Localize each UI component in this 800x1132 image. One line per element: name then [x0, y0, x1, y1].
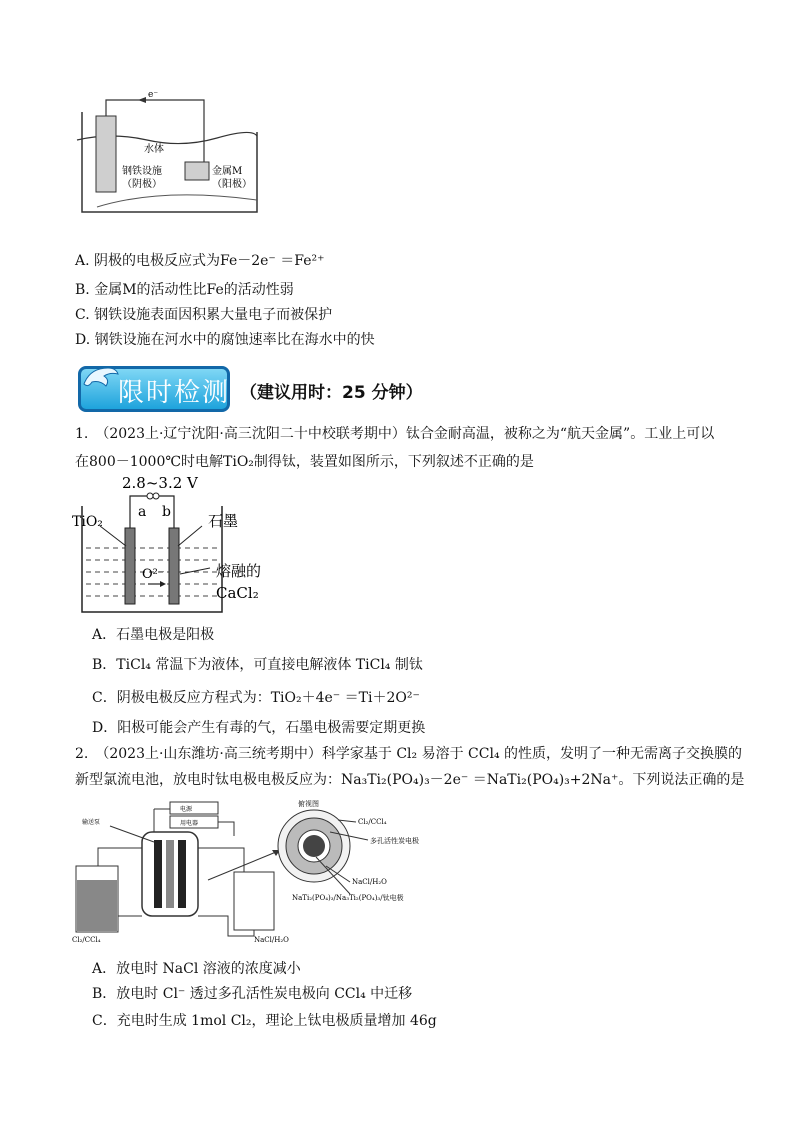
q1-option-b: B．TiCl₄ 常温下为液体，可直接电解液体 TiCl₄ 制钛 [92, 657, 423, 673]
metal-label-2: （阳极） [212, 179, 252, 190]
q2-stem-line-1: 2. （2023上·山东潍坊·高三统考期中）科学家基于 Cl₂ 易溶于 CCl₄ 的性质，发明了一种无需离子交换膜的 [75, 746, 743, 762]
banner-title: 限时检测 [118, 378, 231, 408]
water-label: 水体 [144, 144, 164, 155]
cathodic-protection-figure [72, 92, 262, 217]
prev-option-c: C. 钢铁设施表面因积累大量电子而被保护 [75, 307, 333, 323]
top-view-label: 俯视图 [298, 800, 319, 808]
pump-label: 输送泵 [82, 819, 101, 826]
q1-stem-line-2: 在800－1000℃时电解TiO₂制得钛，装置如图所示，下列叙述不正确的是 [75, 454, 534, 470]
legend-carbon-label: 多孔活性炭电极 [370, 837, 419, 845]
q1-stem-line-1: 1. （2023上·辽宁沈阳·高三沈阳二十中校联考期中）钛合金耐高温，被称之为“航天金属”。工业上可以 [75, 426, 715, 442]
prev-option-a: A. 阴极的电极反应式为Fe－2e⁻ ＝Fe²⁺ [75, 253, 325, 269]
right-tank-label: NaCl/H₂O [254, 936, 289, 944]
voltage-label: 2.8~3.2 V [122, 476, 198, 492]
legend-cl2-label: Cl₂/CCl₄ [358, 818, 387, 826]
q2-stem-line-2: 新型氯流电池，放电时钛电极电极反应为：Na₃Ti₂(PO₄)₃－2e⁻ ＝NaTi₂(PO₄)₃+2Na⁺。下列说法正确的是 [75, 772, 745, 788]
dolphin-icon [80, 362, 120, 396]
legend-nacl-label: NaCl/H₂O [352, 878, 387, 886]
terminal-a-label: a [138, 504, 147, 520]
legend-ti-label: NaTi₂(PO₄)₃/Na₃Ti₂(PO₄)₃/钛电极 [292, 894, 404, 902]
molten-label-1: 熔融的 [216, 562, 262, 580]
q2-option-b: B．放电时 Cl⁻ 透过多孔活性炭电极向 CCl₄ 中迁移 [92, 986, 413, 1002]
banner-note: （建议用时：25 分钟） [240, 383, 423, 403]
power-label: 电源 [180, 806, 193, 813]
oxide-ion-label: O²⁻ [142, 567, 165, 582]
steel-label-1: 钢铁设施 [122, 166, 162, 177]
q1-option-c: C．阴极电极反应方程式为：TiO₂＋4e⁻ ＝Ti＋2O²⁻ [92, 690, 420, 706]
q1-option-d: D．阳极可能会产生有毒的气，石墨电极需要定期更换 [92, 720, 426, 736]
q2-option-a: A．放电时 NaCl 溶液的浓度减小 [92, 961, 301, 977]
steel-label-2: （阴极） [122, 179, 162, 190]
appliance-label: 用电器 [180, 820, 199, 827]
terminal-b-label: b [162, 504, 171, 520]
electron-label: e⁻ [148, 92, 159, 100]
molten-label-2: CaCl₂ [216, 584, 259, 602]
metal-label-1: 金属M [212, 166, 243, 177]
prev-option-d: D. 钢铁设施在河水中的腐蚀速率比在海水中的快 [75, 332, 375, 348]
electrolysis-figure [70, 476, 300, 616]
tio2-label: TiO₂ [72, 514, 103, 530]
prev-option-b: B. 金属M的活动性比Fe的活动性弱 [75, 282, 294, 298]
left-tank-label: Cl₂/CCl₄ [72, 936, 101, 944]
q1-option-a: A．石墨电极是阳极 [92, 627, 215, 643]
graphite-label: 石墨 [208, 512, 239, 530]
q2-option-c: C．充电时生成 1mol Cl₂，理论上钛电极质量增加 46g [92, 1013, 437, 1029]
flow-battery-figure [68, 796, 468, 946]
